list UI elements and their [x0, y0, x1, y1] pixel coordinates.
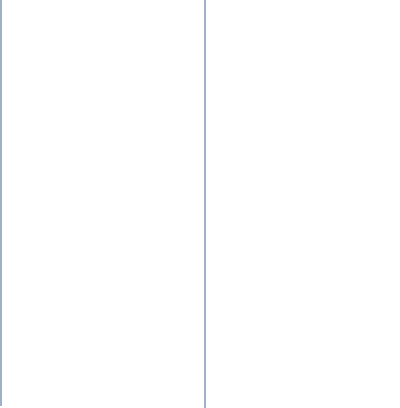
row-gi-04 — [0, 46, 2, 70]
row-me-03 — [0, 8, 2, 46]
date-cell — [1, 223, 2, 267]
date-cell — [205, 213, 206, 245]
date-cell — [1, 71, 2, 103]
row-ma-09 — [0, 194, 2, 222]
row-do-07 — [0, 104, 2, 194]
date-cell — [1, 195, 2, 221]
row-me-23 — [204, 144, 206, 166]
date-cell — [205, 167, 206, 211]
date-cell — [1, 299, 2, 335]
date-cell — [205, 23, 206, 143]
row-ma-02 — [0, 0, 2, 8]
row-me-24 — [204, 166, 206, 212]
row-me-10 — [0, 222, 2, 268]
date-cell — [205, 319, 206, 407]
date-cell — [205, 287, 206, 317]
date-cell — [205, 145, 206, 165]
date-cell — [1, 337, 2, 405]
row-do-28 — [204, 318, 206, 408]
date-cell — [205, 247, 206, 285]
date-cell — [1, 9, 2, 45]
row-sa-13 — [0, 298, 2, 336]
date-cell — [1, 47, 2, 69]
row-sa-06 — [0, 70, 2, 104]
row-ve-26 — [204, 246, 206, 286]
date-cell — [1, 0, 2, 7]
row-gi-25 — [204, 212, 206, 246]
date-cell — [1, 269, 2, 297]
row-gi-11 — [0, 268, 2, 298]
row-do-21 — [204, 22, 206, 144]
date-cell — [1, 105, 2, 193]
row-sa-27 — [204, 286, 206, 318]
date-cell — [205, 0, 206, 21]
row-sa-20 — [204, 0, 206, 22]
row-do-14 — [0, 336, 2, 406]
